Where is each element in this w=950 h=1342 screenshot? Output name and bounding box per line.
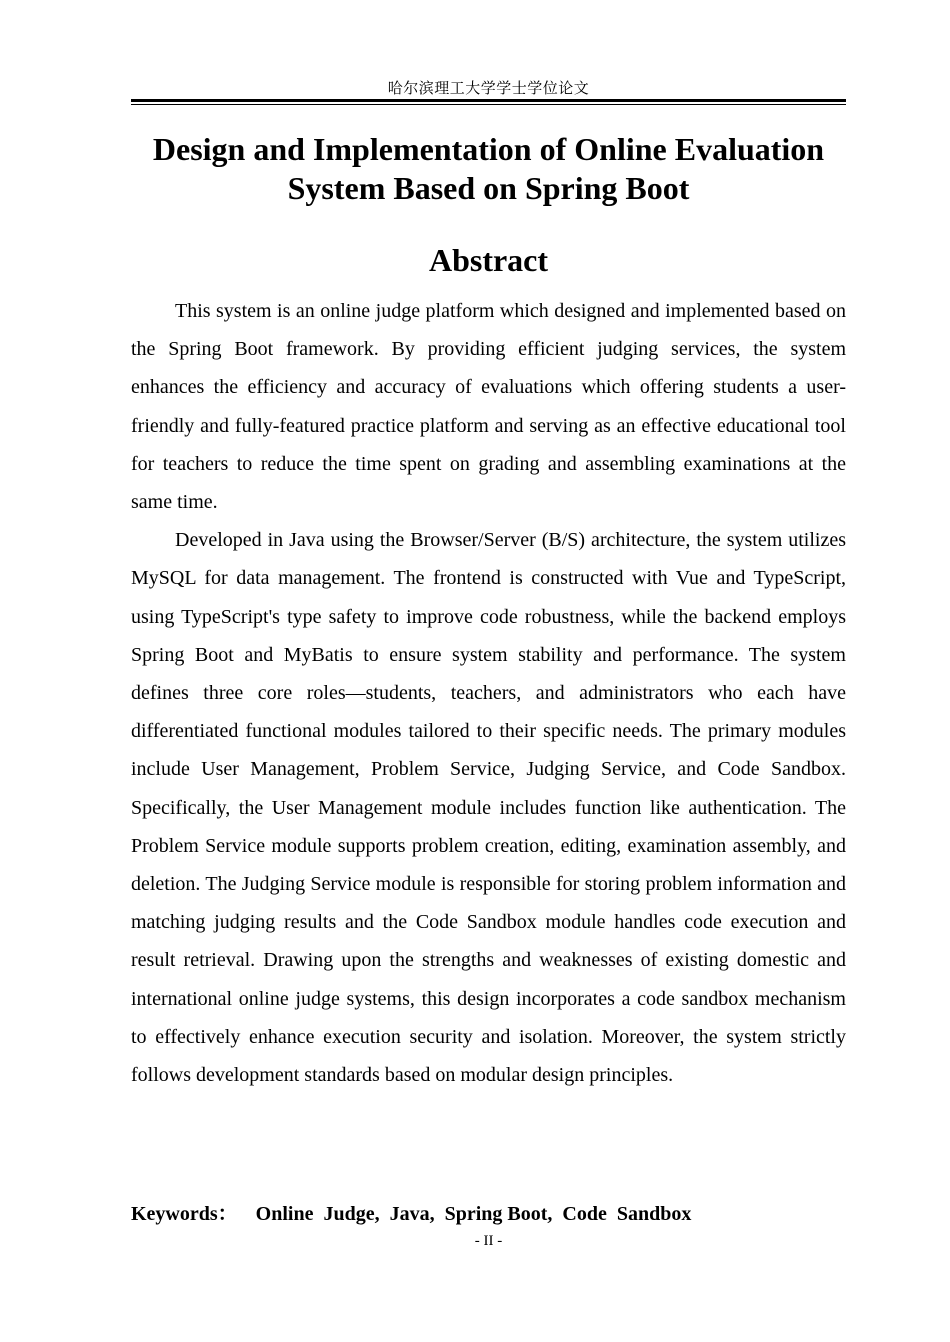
- header-rule-thin: [131, 104, 846, 105]
- abstract-heading: Abstract: [428, 242, 549, 278]
- abstract-paragraph-1: This system is an online judge platform which designed and implemented based on the Spring Boot framework. By providing efficient judging services, the system enhances the efficiency and accuracy of evaluations which offering students a user-friendly and fully-featured practice platform and serving as an effective educational tool for teachers to reduce the time spent on grading and assembling examinations at the same time.: [131, 300, 846, 514]
- header-rule-thick: [131, 99, 846, 102]
- page-number: - II -: [474, 1233, 503, 1249]
- keywords-label: Keywords：: [131, 1203, 238, 1225]
- thesis-title: [131, 130, 846, 208]
- abstract-paragraph-2: Developed in Java using the Browser/Server (B/S) architecture, the system utilizes MySQL for data management. The frontend is constructed with Vue and TypeScript, using TypeScript's type safety to improve code robustness, while the backend employs Spring Boot and MyBatis to ensure system stability and performance. The system defines three core roles—students, teachers, and administrators who each have differentiated functional modules tailored to their specific needs. The primary modules include User Management, Problem Service, Judging Service, and Code Sandbox. Specifically, the User Management module includes function like authentication. The Problem Service module supports problem creation, editing, examination assembly, and deletion. The Judging Service module is responsible for storing problem information and matching judging results and the Code Sandbox module handles code execution and result retrieval. Drawing upon the strengths and weaknesses of existing domestic and international online judge systems, this design incorporates a code sandbox mechanism to effectively enhance execution security and isolation. Moreover, the system strictly follows development standards based on modular design principles.: [131, 529, 846, 1087]
- thesis-title-line-2: System Based on Spring Boot: [287, 170, 690, 206]
- abstract-body: [131, 292, 846, 1094]
- keywords-line: [131, 1200, 846, 1228]
- running-header: 哈尔滨理工大学学士学位论文: [387, 79, 590, 97]
- keywords-text: Online Judge, Java, Spring Boot, Code Sandbox: [255, 1203, 692, 1225]
- thesis-title-line-1: Design and Implementation of Online Evaluation: [152, 131, 825, 167]
